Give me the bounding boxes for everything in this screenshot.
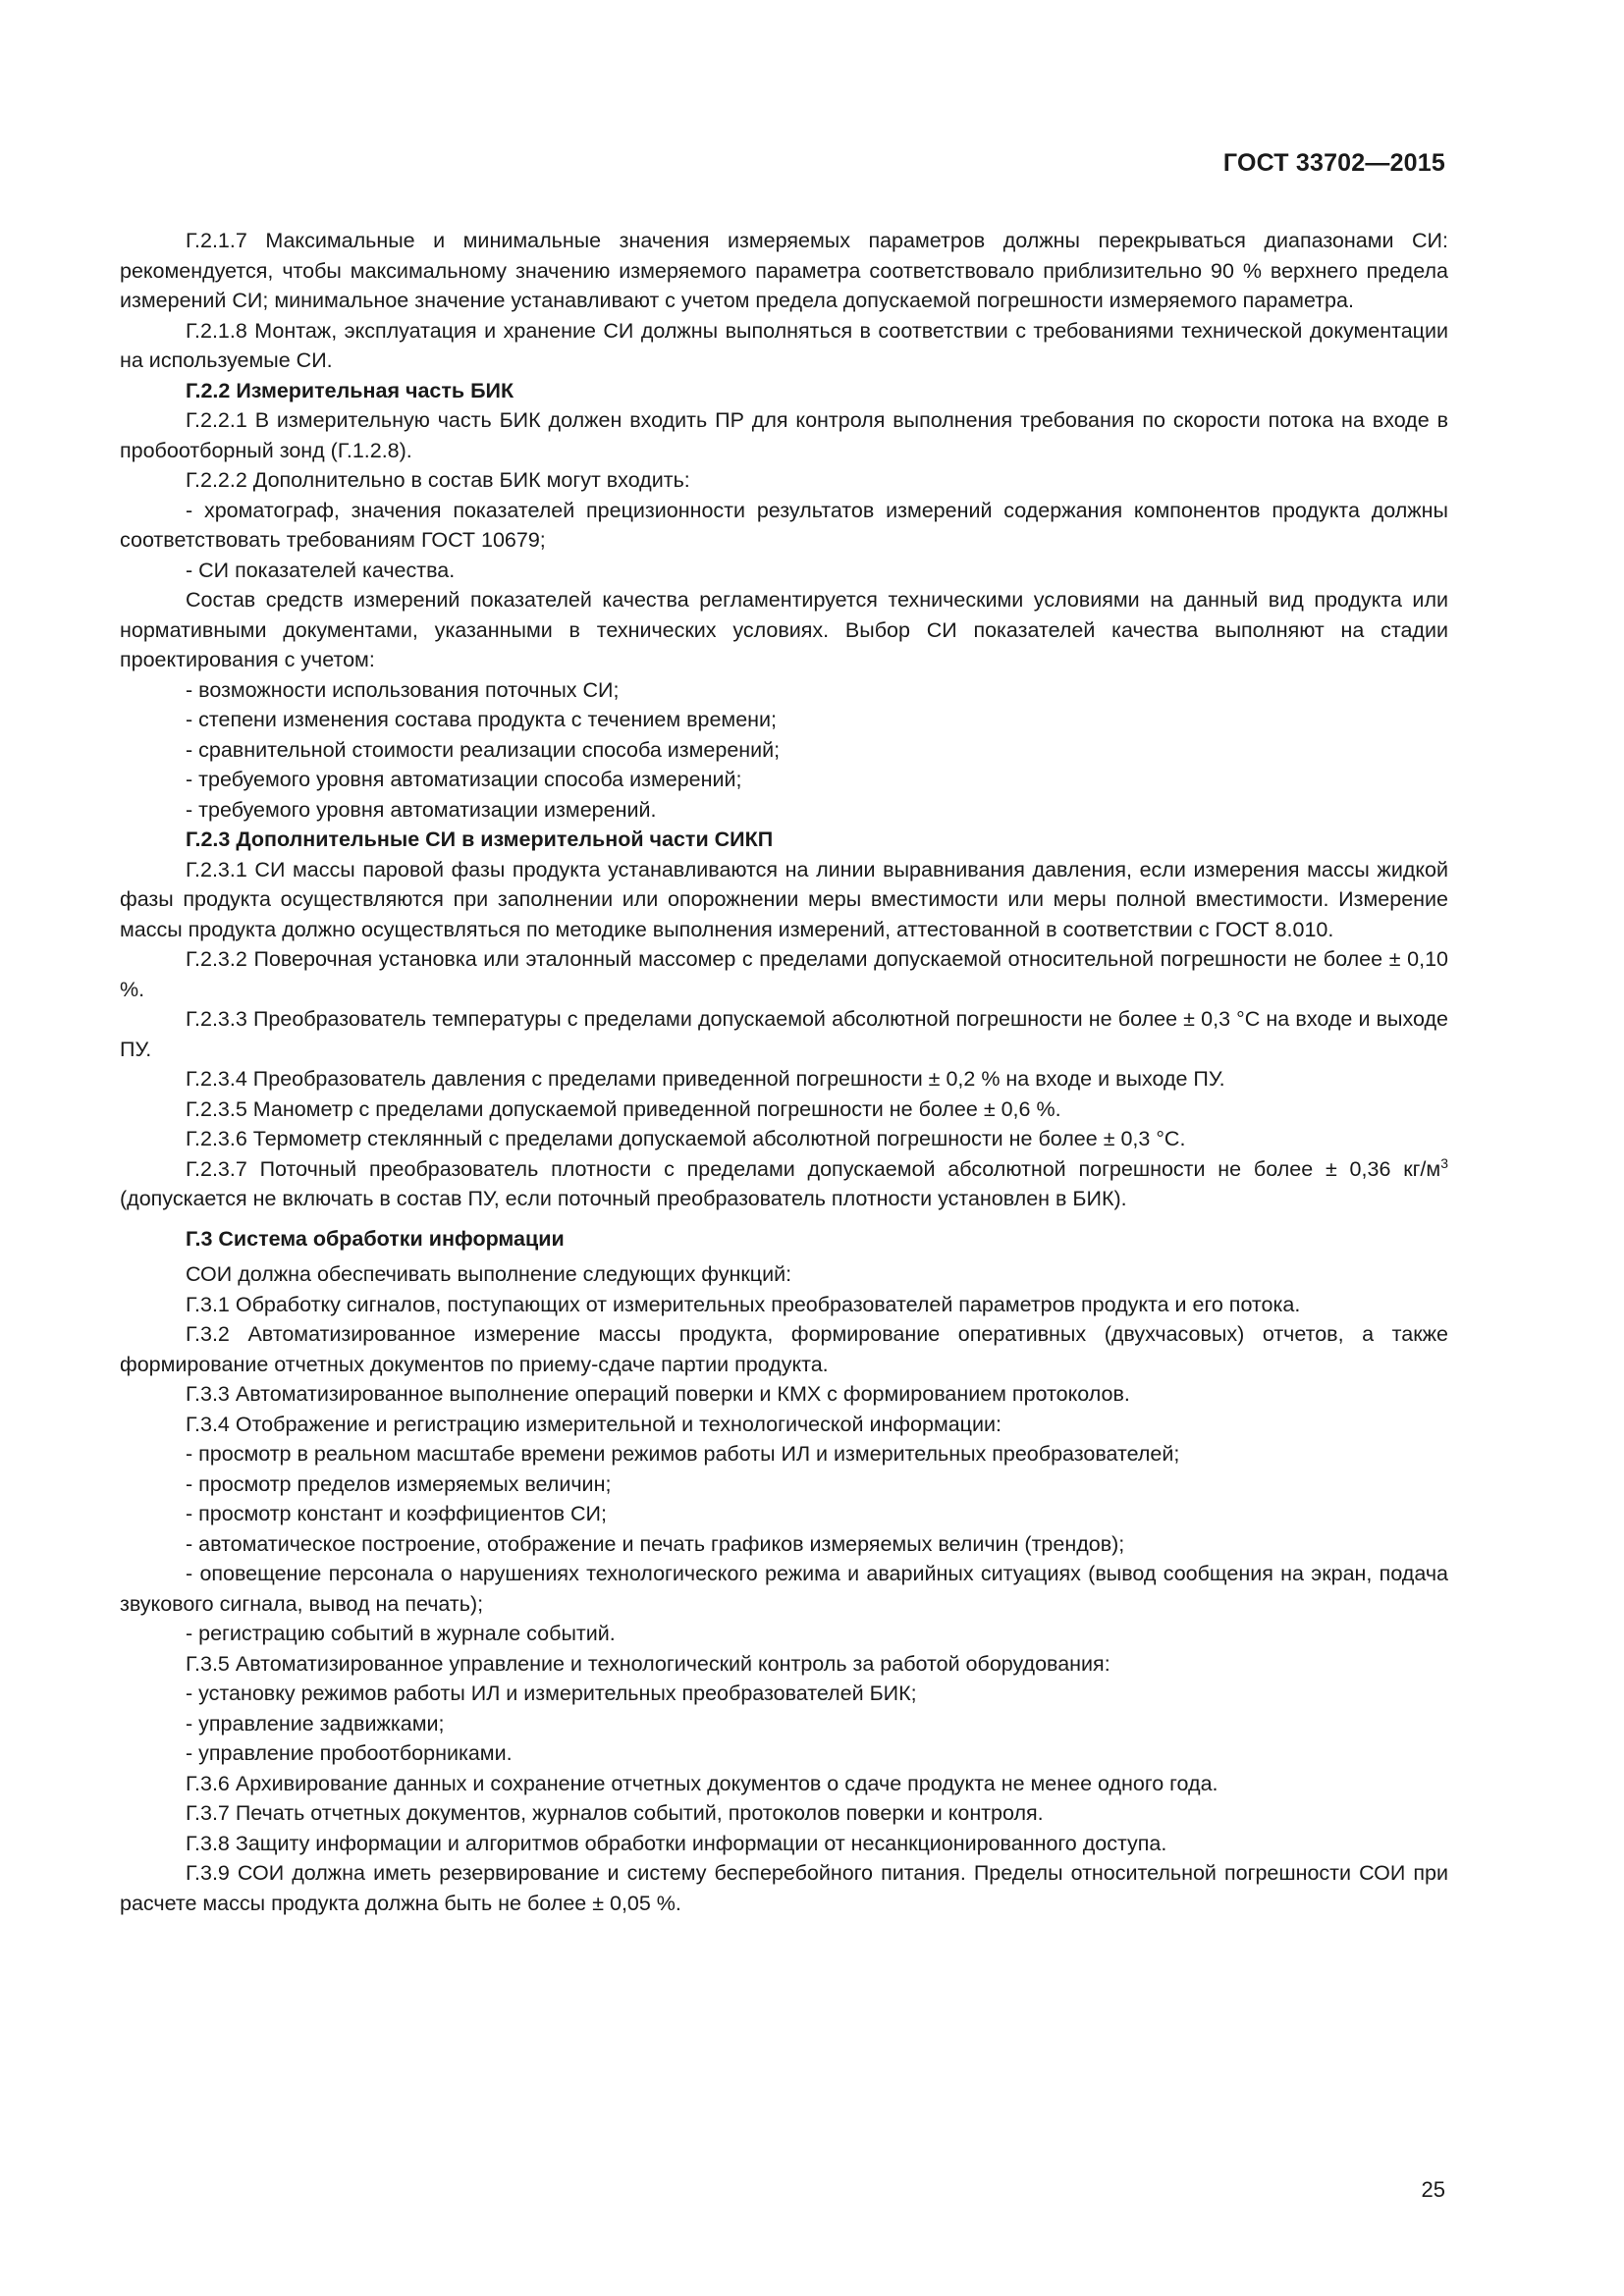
section-heading: Г.3 Система обработки информации <box>186 1226 565 1251</box>
paragraph <box>120 1154 1448 1214</box>
list-item: - просмотр констант и коэффициентов СИ; <box>186 1502 607 1525</box>
paragraph: Г.2.1.8 Монтаж, эксплуатация и хранение СИ должны выполняться в соответствии с требованиями технической документации на используемые СИ. <box>120 318 1448 372</box>
list-item: - установку режимов работы ИЛ и измерительных преобразователей БИК; <box>186 1682 917 1705</box>
section-heading: Г.2.2 Измерительная часть БИК <box>186 378 514 402</box>
list-item: - возможности использования поточных СИ; <box>186 677 620 702</box>
paragraph: Г.3.8 Защиту информации и алгоритмов обработки информации от несанкционированного доступа. <box>186 1831 1167 1855</box>
paragraph: Г.2.3.6 Термометр стеклянный с пределами допускаемой абсолютной погрешности не более ± 0,3 °С. <box>186 1127 1186 1150</box>
paragraph: Г.3.4 Отображение и регистрацию измерительной и технологической информации: <box>186 1412 1001 1436</box>
paragraph: Г.3.7 Печать отчетных документов, журналов событий, протоколов поверки и контроля. <box>186 1801 1044 1825</box>
paragraph: Г.2.3.5 Манометр с пределами допускаемой приведенной погрешности не более ± 0,6 %. <box>186 1096 1061 1121</box>
paragraph: Г.2.2.1 В измерительную часть БИК должен входить ПР для контроля выполнения требования по скорости потока на входе в пробоотборный зонд (Г.1.2.8). <box>120 408 1448 462</box>
list-item: - автоматическое построение, отображение и печать графиков измеряемых величин (трендов); <box>186 1531 1125 1556</box>
paragraph: Г.3.1 Обработку сигналов, поступающих от измерительных преобразователей параметров продукта и его потока. <box>186 1292 1301 1316</box>
list-item: - управление пробоотборниками. <box>186 1741 513 1765</box>
paragraph: СОИ должна обеспечивать выполнение следующих функций: <box>186 1262 792 1286</box>
paragraph: Г.2.3.2 Поверочная установка или эталонный массомер с пределами допускаемой относительной погрешности не более ± 0,10 %. <box>120 947 1448 1001</box>
list-item: - регистрацию событий в журнале событий. <box>186 1622 616 1645</box>
list-item: - степени изменения состава продукта с течением времени; <box>186 708 778 731</box>
section-heading: Г.2.3 Дополнительные СИ в измерительной части СИКП <box>186 828 774 851</box>
list-item: - просмотр пределов измеряемых величин; <box>186 1471 612 1496</box>
document-header: ГОСТ 33702—2015 <box>1222 149 1445 177</box>
list-item: - просмотр в реальном масштабе времени режимов работы ИЛ и измерительных преобразователей; <box>186 1442 1180 1466</box>
list-item: - требуемого уровня автоматизации измерений. <box>186 797 657 822</box>
document-body <box>120 226 1448 1918</box>
paragraph: Г.2.3.3 Преобразователь температуры с пределами допускаемой абсолютной погрешности не более ± 0,3 °С на входе и выходе ПУ. <box>120 1007 1448 1061</box>
paragraph-text: Г.2.3.7 Поточный преобразователь плотности с пределами допускаемой абсолютной погрешности не более ± 0,36 кг/м <box>186 1156 1441 1181</box>
paragraph: Г.2.3.4 Преобразователь давления с пределами приведенной погрешности ± 0,2 % на входе и выходе ПУ. <box>186 1067 1225 1091</box>
list-item: - сравнительной стоимости реализации способа измерений; <box>186 737 781 762</box>
page-number: 25 <box>1421 2177 1445 2202</box>
superscript: 3 <box>1440 1154 1448 1171</box>
list-item: - управление задвижками; <box>186 1711 445 1735</box>
paragraph: Г.2.1.7 Максимальные и минимальные значения измеряемых параметров должны перекрываться диапазонами СИ: рекомендуется, чтобы максимальному значению измеряемого параметра соответствовало приблизительно 90 % верхнего предела измерений СИ; минимальное значение устанавливают с учетом предела допускаемой погрешности измеряемого параметра. <box>120 229 1448 312</box>
paragraph: Г.3.2 Автоматизированное измерение массы продукта, формирование оперативных (двухчасовых) отчетов, а также формирование отчетных документов по приему-сдаче партии продукта. <box>120 1322 1448 1376</box>
list-item: - требуемого уровня автоматизации способа измерений; <box>186 768 742 791</box>
list-item: - оповещение персонала о нарушениях технологического режима и аварийных ситуациях (вывод сообщения на экран, подача звукового сигнала, вывод на печать); <box>120 1562 1448 1616</box>
list-item: - хроматограф, значения показателей прецизионности результатов измерений содержания компонентов продукта должны соответствовать требованиям ГОСТ 10679; <box>120 498 1448 552</box>
paragraph: Г.2.2.2 Дополнительно в состав БИК могут входить: <box>186 468 690 492</box>
paragraph: Г.3.9 СОИ должна иметь резервирование и систему бесперебойного питания. Пределы относительной погрешности СОИ при расчете массы продукта должна быть не более ± 0,05 %. <box>120 1861 1448 1915</box>
paragraph: Состав средств измерений показателей качества регламентируется техническими условиями на данный вид продукта или нормативными документами, указанными в технических условиях. Выбор СИ показателей качества выполняют на стадии проектирования с учетом: <box>120 588 1448 671</box>
paragraph: Г.3.3 Автоматизированное выполнение операций поверки и КМХ с формированием протоколов. <box>186 1382 1130 1406</box>
paragraph: Г.3.5 Автоматизированное управление и технологический контроль за работой оборудования: <box>186 1651 1110 1676</box>
paragraph: Г.3.6 Архивирование данных и сохранение отчетных документов о сдаче продукта не менее одного года. <box>186 1771 1218 1795</box>
paragraph-text: (допускается не включать в состав ПУ, если поточный преобразователь плотности установлен в БИК). <box>120 1187 1127 1210</box>
list-item: - СИ показателей качества. <box>186 558 456 582</box>
paragraph: Г.2.3.1 СИ массы паровой фазы продукта устанавливаются на линии выравнивания давления, если измерения массы жидкой фазы продукта осуществляются при заполнении или опорожнении меры вместимости или меры полной вместимости. Измерение массы продукта должно осуществляться по методике выполнения измерений, аттестованной в соответствии с ГОСТ 8.010. <box>120 857 1448 941</box>
